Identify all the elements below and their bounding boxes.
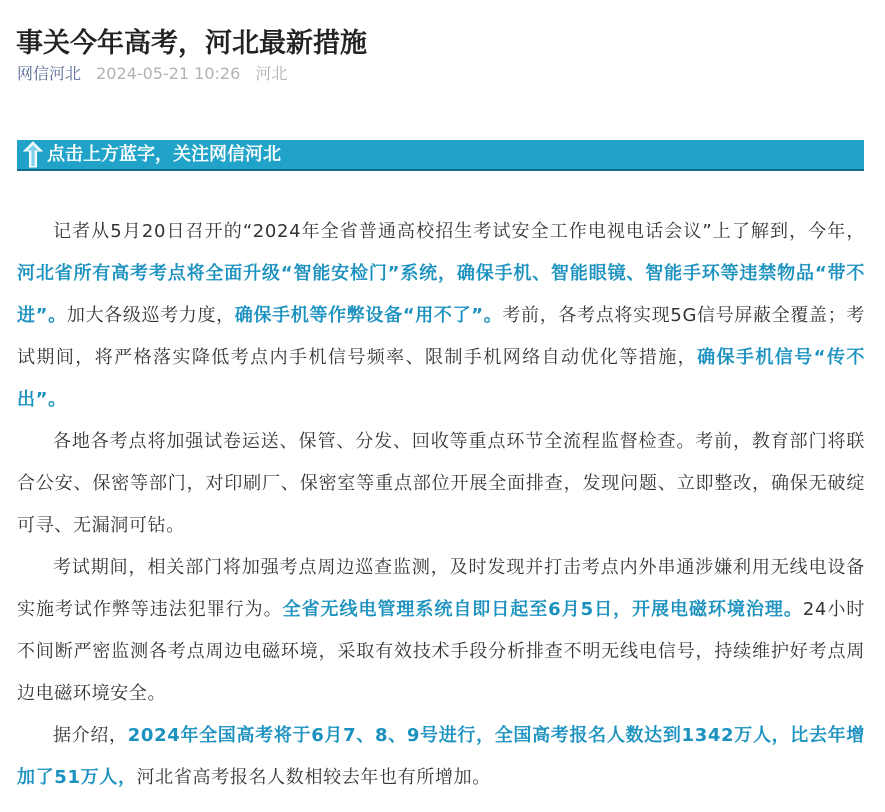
highlight-text: 全省无线电管理系统自即日起至6月5日，开展电磁环境治理。 bbox=[282, 599, 803, 620]
article-title: 事关今年高考，河北最新措施 bbox=[16, 28, 367, 60]
article-meta bbox=[17, 62, 287, 86]
text-run: 考前，各考点将实现5G信号屏蔽全覆盖；考试期间，将严格落实降低考点内手机信号频率、限制手机网络自动优化等措施， bbox=[17, 305, 866, 368]
up-arrow-icon bbox=[22, 141, 44, 168]
paragraph-4 bbox=[17, 715, 865, 799]
highlight-text: 河北省所有高考考点将全面升级“智能安检门”系统，确保手机、智能眼镜、智能手环等违禁物品“带不进”。 bbox=[17, 263, 865, 326]
publish-region: 河北 bbox=[255, 64, 288, 83]
article-body bbox=[17, 211, 865, 799]
paragraph-2: 各地各考点将加强试卷运送、保管、分发、回收等重点环节全流程监督检查。考前，教育部门将联合公安、保密等部门，对印刷厂、保密室等重点部位开展全面排查，发现问题、立即整改，确保无破绽可寻、无漏洞可钻。 bbox=[17, 431, 865, 536]
text-run: 加大各级巡考力度， bbox=[66, 305, 235, 326]
paragraph-1 bbox=[17, 211, 865, 421]
account-link[interactable]: 网信河北 bbox=[17, 64, 82, 83]
text-run: 考试期间，相关部门将加强考点周边巡查监测，及时发现并打击考点内外串通涉嫌利用无线电设备实施考试作弊等违法犯罪行为。 bbox=[17, 557, 865, 620]
text-run: 24小时不间断严密监测各考点周边电磁环境，采取有效技术手段分析排查不明无线电信号，持续维护好考点周边电磁环境安全。 bbox=[17, 599, 865, 704]
highlight-text: 确保手机信号“传不出”。 bbox=[17, 347, 866, 410]
text-run: 河北省高考报名人数相较去年也有所增加。 bbox=[136, 767, 491, 788]
follow-banner bbox=[17, 140, 864, 171]
publish-date: 2024-05-21 10:26 bbox=[96, 64, 241, 83]
banner-text: 点击上方蓝字，关注网信河北 bbox=[47, 144, 281, 165]
paragraph-3 bbox=[17, 547, 865, 715]
highlight-text: 确保手机等作弊设备“用不了”。 bbox=[234, 305, 503, 326]
highlight-text: 2024年全国高考将于6月7、8、9号进行，全国高考报名人数达到1342万人，比去年增加了51万人， bbox=[17, 725, 865, 788]
text-run: 据介绍， bbox=[53, 725, 128, 746]
text-run: 记者从5月20日召开的“2024年全省普通高校招生考试安全工作电视电话会议”上了解到，今年， bbox=[53, 221, 865, 242]
